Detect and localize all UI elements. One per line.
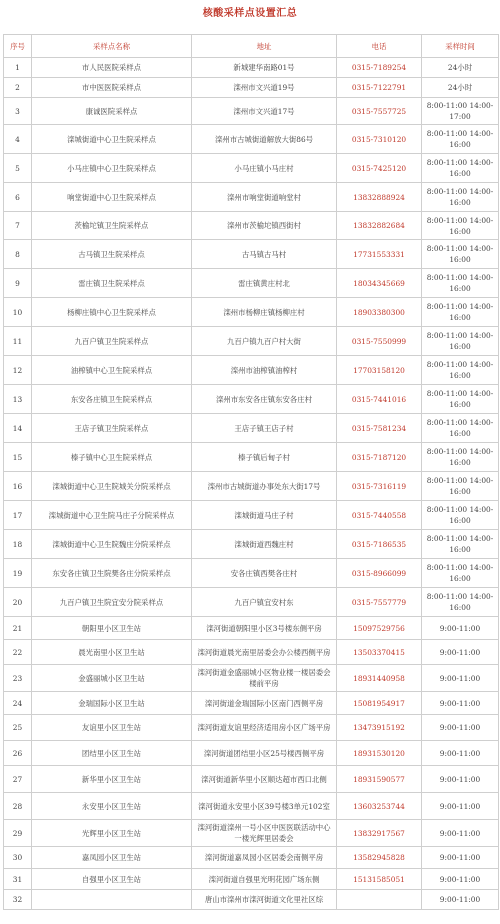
cell-site-name: 自强里小区卫生站 [32,869,192,890]
cell-hours: 8:00-11:00 14:00-16:00 [422,443,499,472]
table-row [4,154,499,183]
cell-address: 滦州市东安各庄镇东安各庄村 [192,385,337,414]
cell-index: 30 [4,847,32,869]
table-row [4,559,499,588]
cell-index: 19 [4,559,32,588]
table-row [4,640,499,665]
header-address: 地址 [192,35,337,58]
cell-site-name: 滦城街道中心卫生院马庄子分院采样点 [32,501,192,530]
cell-address: 滦州市文兴道19号 [192,78,337,98]
cell-phone [337,890,422,910]
cell-phone: 0315-7122791 [337,78,422,98]
table-header-row [4,35,499,58]
cell-phone: 18903380300 [337,298,422,327]
cell-index: 13 [4,385,32,414]
cell-hours: 8:00-11:00 14:00-16:00 [422,298,499,327]
cell-hours: 9:00-11:00 [422,890,499,910]
cell-address: 滦州市文兴道17号 [192,98,337,125]
cell-hours: 8:00-11:00 14:00-16:00 [422,240,499,269]
cell-phone: 15097529756 [337,617,422,640]
cell-address: 滦河街道金盛丽城小区物业楼一楼居委会楼前平房 [192,665,337,692]
table-row [4,869,499,890]
cell-index: 4 [4,125,32,154]
cell-hours: 9:00-11:00 [422,820,499,847]
cell-index: 32 [4,890,32,910]
cell-address: 滦河街道滦州一号小区中医医联活动中心一楼光辉里居委会 [192,820,337,847]
table-row [4,58,499,78]
table-row [4,327,499,356]
cell-hours: 8:00-11:00 14:00-16:00 [422,385,499,414]
cell-phone: 0315-7441016 [337,385,422,414]
cell-site-name: 朝阳里小区卫生站 [32,617,192,640]
cell-phone: 0315-7550999 [337,327,422,356]
cell-phone: 0315-7187120 [337,443,422,472]
cell-site-name: 滦城街道中心卫生院城关分院采样点 [32,472,192,501]
cell-address: 滦河街道友谊里经济适用房小区广场平房 [192,715,337,741]
cell-phone: 0315-7186535 [337,530,422,559]
cell-hours: 8:00-11:00 14:00-16:00 [422,125,499,154]
table-row [4,414,499,443]
table-row [4,741,499,766]
cell-index: 1 [4,58,32,78]
cell-address: 滦州市响堂街道响堂村 [192,183,337,212]
cell-phone: 0315-7557779 [337,588,422,617]
table-row [4,298,499,327]
cell-site-name: 榛子镇中心卫生院采样点 [32,443,192,472]
cell-index: 31 [4,869,32,890]
cell-hours: 8:00-11:00 14:00-16:00 [422,183,499,212]
cell-phone: 17703158120 [337,356,422,385]
cell-address: 滦河街道晨光南里居委会办公楼西侧平房 [192,640,337,665]
cell-index: 17 [4,501,32,530]
cell-hours: 8:00-11:00 14:00-16:00 [422,327,499,356]
cell-phone: 13603253744 [337,793,422,820]
table-row [4,183,499,212]
cell-address: 新城建华南路01号 [192,58,337,78]
cell-site-name: 东安各庄镇卫生院樊各庄分院采样点 [32,559,192,588]
cell-phone: 13503370415 [337,640,422,665]
table-row [4,269,499,298]
cell-hours: 9:00-11:00 [422,869,499,890]
cell-index: 23 [4,665,32,692]
cell-phone: 18034345669 [337,269,422,298]
cell-index: 6 [4,183,32,212]
cell-phone: 0315-7310120 [337,125,422,154]
cell-address: 滦河街道朝阳里小区3号楼东侧平房 [192,617,337,640]
cell-phone: 0315-7425120 [337,154,422,183]
cell-index: 25 [4,715,32,741]
table-row [4,472,499,501]
cell-site-name: 滦城街道中心卫生院采样点 [32,125,192,154]
cell-address: 滦河街道金瑞国际小区南门西侧平房 [192,692,337,715]
cell-index: 15 [4,443,32,472]
table-row [4,820,499,847]
cell-address: 九百户镇九百户村大街 [192,327,337,356]
cell-address: 雷庄镇黄庄村北 [192,269,337,298]
cell-site-name [32,890,192,910]
cell-address: 古马镇古马村 [192,240,337,269]
cell-site-name: 滦城街道中心卫生院魏庄分院采样点 [32,530,192,559]
cell-phone: 13832917567 [337,820,422,847]
cell-hours: 8:00-11:00 14:00-16:00 [422,501,499,530]
cell-site-name: 金盛丽城小区卫生站 [32,665,192,692]
cell-hours: 8:00-11:00 14:00-17:00 [422,98,499,125]
cell-phone: 0315-7316119 [337,472,422,501]
table-row [4,793,499,820]
table-row [4,847,499,869]
cell-hours: 8:00-11:00 14:00-16:00 [422,154,499,183]
cell-address: 滦城街道马庄子村 [192,501,337,530]
cell-site-name: 九百户镇卫生院宜安分院采样点 [32,588,192,617]
cell-phone: 13832882684 [337,212,422,240]
cell-phone: 0315-7581234 [337,414,422,443]
cell-hours: 8:00-11:00 14:00-16:00 [422,472,499,501]
cell-index: 7 [4,212,32,240]
cell-address: 滦河街道新华里小区顺达超市西口北侧 [192,766,337,793]
cell-site-name: 小马庄镇中心卫生院采样点 [32,154,192,183]
cell-address: 滦州市古城街道解放大街86号 [192,125,337,154]
cell-site-name: 市中医医院采样点 [32,78,192,98]
header-index: 序号 [4,35,32,58]
cell-index: 14 [4,414,32,443]
cell-address: 滦州市茨榆坨镇西街村 [192,212,337,240]
cell-index: 29 [4,820,32,847]
cell-index: 18 [4,530,32,559]
cell-site-name: 响堂街道中心卫生院采样点 [32,183,192,212]
cell-phone: 18931590577 [337,766,422,793]
cell-hours: 8:00-11:00 14:00-16:00 [422,414,499,443]
cell-hours: 9:00-11:00 [422,665,499,692]
table-row [4,530,499,559]
table-row [4,665,499,692]
cell-index: 16 [4,472,32,501]
cell-phone: 13832888924 [337,183,422,212]
cell-address: 唐山市滦州市滦河街道文化里社区综 [192,890,337,910]
cell-address: 滦河街道自强里光明花园广场东侧 [192,869,337,890]
cell-phone: 0315-7557725 [337,98,422,125]
cell-site-name: 古马镇卫生院采样点 [32,240,192,269]
cell-address: 滦州市古城街道办事处东大街17号 [192,472,337,501]
cell-index: 11 [4,327,32,356]
cell-hours: 24小时 [422,78,499,98]
cell-hours: 9:00-11:00 [422,847,499,869]
cell-index: 10 [4,298,32,327]
cell-phone: 0315-7189254 [337,58,422,78]
cell-hours: 8:00-11:00 14:00-16:00 [422,588,499,617]
table-row [4,501,499,530]
cell-phone: 15081954917 [337,692,422,715]
cell-site-name: 光辉里小区卫生站 [32,820,192,847]
cell-site-name: 金瑞国际小区卫生站 [32,692,192,715]
cell-site-name: 晨光南里小区卫生站 [32,640,192,665]
table-row [4,356,499,385]
page-title: 核酸采样点设置汇总 [202,8,298,19]
cell-hours: 9:00-11:00 [422,766,499,793]
cell-index: 8 [4,240,32,269]
cell-index: 22 [4,640,32,665]
header-hours: 采样时间 [422,35,499,58]
header-site-name: 采样点名称 [32,35,192,58]
cell-phone: 13473915192 [337,715,422,741]
table-row [4,443,499,472]
cell-site-name: 团结里小区卫生站 [32,741,192,766]
cell-hours: 8:00-11:00 14:00-16:00 [422,559,499,588]
cell-site-name: 油榨镇中心卫生院采样点 [32,356,192,385]
header-phone: 电话 [337,35,422,58]
cell-hours: 9:00-11:00 [422,741,499,766]
cell-site-name: 茨榆坨镇卫生院采样点 [32,212,192,240]
table-row [4,715,499,741]
cell-phone: 13582945828 [337,847,422,869]
cell-address: 滦城街道西魏庄村 [192,530,337,559]
cell-index: 2 [4,78,32,98]
cell-site-name: 九百户镇卫生院采样点 [32,327,192,356]
cell-site-name: 王店子镇卫生院采样点 [32,414,192,443]
cell-index: 21 [4,617,32,640]
cell-site-name: 友谊里小区卫生站 [32,715,192,741]
cell-address: 王店子镇王店子村 [192,414,337,443]
cell-hours: 8:00-11:00 14:00-16:00 [422,269,499,298]
table-row [4,890,499,910]
cell-site-name: 康诚医院采样点 [32,98,192,125]
cell-address: 滦河街道嘉凤园小区居委会南侧平房 [192,847,337,869]
cell-address: 九百户镇宜安村东 [192,588,337,617]
cell-hours: 8:00-11:00 14:00-16:00 [422,356,499,385]
cell-phone: 18931440958 [337,665,422,692]
table-row [4,385,499,414]
cell-address: 榛子镇后甸子村 [192,443,337,472]
cell-hours: 9:00-11:00 [422,793,499,820]
sampling-sites-table [3,34,499,910]
cell-hours: 9:00-11:00 [422,640,499,665]
table-row [4,98,499,125]
cell-hours: 9:00-11:00 [422,715,499,741]
table-row [4,766,499,793]
cell-phone: 18931530120 [337,741,422,766]
cell-hours: 24小时 [422,58,499,78]
table-row [4,212,499,240]
cell-site-name: 嘉凤园小区卫生站 [32,847,192,869]
table-body [4,58,499,910]
cell-address: 滦州市杨柳庄镇杨柳庄村 [192,298,337,327]
cell-phone: 17731553331 [337,240,422,269]
table-row [4,78,499,98]
table-row [4,125,499,154]
table-row [4,240,499,269]
cell-index: 3 [4,98,32,125]
cell-index: 12 [4,356,32,385]
cell-hours: 8:00-11:00 14:00-16:00 [422,530,499,559]
cell-site-name: 雷庄镇卫生院采样点 [32,269,192,298]
cell-index: 20 [4,588,32,617]
cell-address: 安各庄镇西樊各庄村 [192,559,337,588]
cell-address: 滦州市油榨镇油榨村 [192,356,337,385]
cell-site-name: 永安里小区卫生站 [32,793,192,820]
cell-index: 27 [4,766,32,793]
cell-address: 小马庄镇小马庄村 [192,154,337,183]
cell-address: 滦河街道永安里小区39号楼3单元102室 [192,793,337,820]
cell-address: 滦河街道团结里小区25号楼西侧平房 [192,741,337,766]
cell-phone: 15131585051 [337,869,422,890]
cell-phone: 0315-7440558 [337,501,422,530]
cell-index: 28 [4,793,32,820]
cell-index: 9 [4,269,32,298]
cell-hours: 8:00-11:00 14:00-16:00 [422,212,499,240]
cell-hours: 9:00-11:00 [422,617,499,640]
cell-hours: 9:00-11:00 [422,692,499,715]
table-row [4,692,499,715]
cell-site-name: 新华里小区卫生站 [32,766,192,793]
cell-site-name: 市人民医院采样点 [32,58,192,78]
cell-site-name: 东安各庄镇卫生院采样点 [32,385,192,414]
cell-index: 5 [4,154,32,183]
table-row [4,617,499,640]
cell-site-name: 杨柳庄镇中心卫生院采样点 [32,298,192,327]
cell-index: 24 [4,692,32,715]
table-row [4,588,499,617]
cell-index: 26 [4,741,32,766]
cell-phone: 0315-8966099 [337,559,422,588]
